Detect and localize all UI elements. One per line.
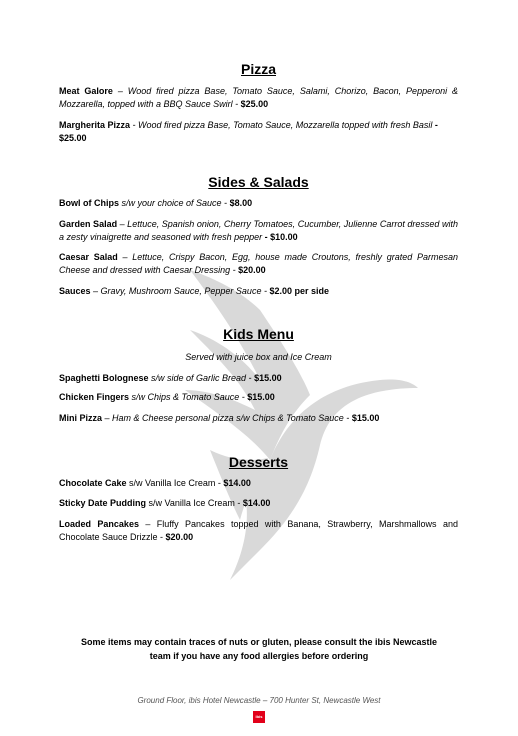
menu-item [59, 218, 458, 244]
item-description: – Lettuce, Spanish onion, Cherry Tomatoes, Cucumber, Julienne Carrot dressed with a zesty vinaigrette and seasoned with fresh pepper [59, 219, 458, 242]
item-description: – Wood fired pizza Base, Tomato Sauce, Salami, Chorizo, Bacon, Pepperoni & Mozzarella, topped with a BBQ Sauce Swirl - [59, 86, 458, 109]
item-price: $15.00 [254, 373, 282, 383]
item-name: Chicken Fingers [59, 392, 130, 402]
item-description: – Ham & Cheese personal pizza s/w Chips & Tomato Sauce - [102, 413, 352, 423]
item-description: – Gravy, Mushroom Sauce, Pepper Sauce - [90, 286, 270, 296]
item-name: Meat Galore [59, 86, 113, 96]
item-price: $20.00 [165, 532, 194, 542]
item-description: s/w Vanilla Ice Cream - [126, 478, 224, 488]
item-description: - Wood fired pizza Base, Tomato Sauce, Mozzarella topped with fresh Basil [130, 120, 433, 130]
menu-item [59, 412, 458, 425]
menu-item [59, 518, 458, 544]
item-name: Margherita Pizza [59, 120, 131, 130]
menu-item [59, 85, 458, 111]
item-price: $15.00 [247, 392, 275, 402]
section-title-sides: Sides & Salads [208, 174, 309, 190]
item-name: Caesar Salad [59, 252, 118, 262]
item-price: - $10.00 [262, 232, 298, 242]
section-title-kids: Kids Menu [223, 326, 294, 342]
item-name: Mini Pizza [59, 413, 103, 423]
menu-item [59, 477, 458, 490]
item-description: – Fluffy Pancakes topped with Banana, Strawberry, Marshmallows and Chocolate Sauce Drizzle - [59, 519, 458, 542]
menu-item [59, 391, 458, 404]
item-price: $20.00 [238, 265, 266, 275]
item-name: Chocolate Cake [59, 478, 127, 488]
item-price: $8.00 [229, 198, 253, 208]
item-description: s/w Chips & Tomato Sauce - [129, 392, 248, 402]
menu-item [59, 285, 458, 298]
section-title-desserts: Desserts [228, 454, 289, 470]
item-price: $14.00 [242, 498, 271, 508]
footer-address: Ground Floor, ibis Hotel Newcastle – 700 Hunter St, Newcastle West [137, 696, 381, 705]
item-price: $25.00 [240, 99, 269, 109]
menu-item [59, 251, 458, 277]
item-description: – Lettuce, Crispy Bacon, Egg, house made Croutons, freshly grated Parmesan Cheese and dressed with Caesar Dressing - [59, 252, 458, 275]
item-price: $14.00 [223, 478, 251, 488]
menu-item [59, 197, 458, 210]
menu-item [59, 119, 458, 145]
item-price: $2.00 per side [269, 286, 329, 296]
item-name: Loaded Pancakes [59, 519, 139, 529]
item-name: Bowl of Chips [59, 198, 119, 208]
item-description: s/w side of Garlic Bread - [148, 373, 255, 383]
menu-item [59, 372, 458, 385]
item-name: Garden Salad [59, 219, 118, 229]
item-description: s/w your choice of Sauce - [119, 198, 230, 208]
item-price: - $25.00 [59, 120, 438, 143]
ibis-logo: ibis [253, 711, 265, 723]
item-name: Sticky Date Pudding [59, 498, 147, 508]
menu-item [59, 497, 458, 510]
allergy-disclaimer: Some items may contain traces of nuts or gluten, please consult the ibis Newcastle team if you have any food allergies before ordering [80, 637, 438, 661]
item-description: s/w Vanilla Ice Cream - [146, 498, 243, 508]
kids-note: Served with juice box and Ice Cream [185, 352, 332, 362]
section-title-pizza: Pizza [240, 61, 276, 77]
item-name: Spaghetti Bolognese [59, 373, 149, 383]
item-name: Sauces [59, 286, 91, 296]
item-price: $15.00 [351, 413, 380, 423]
